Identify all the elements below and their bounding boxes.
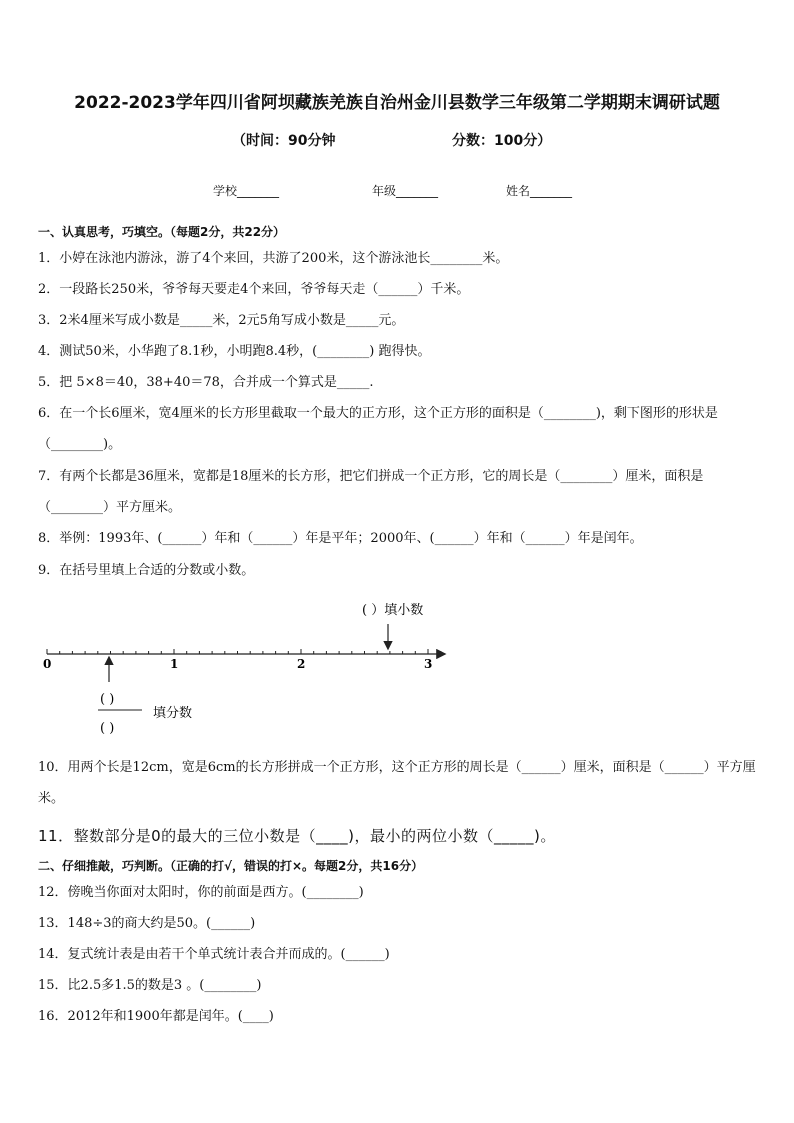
question-12: 12．傍晚当你面对太阳时，你的前面是西方。(________) [38,885,364,900]
question-16: 16．2012年和1900年都是闰年。(____) [38,1009,274,1024]
section2-heading: 二、仔细推敲，巧判断。（正确的打√，错误的打×。每题2分，共16分） [38,859,424,873]
tick-label-3: 3 [424,657,433,671]
question-7: 7．有两个长都是36厘米，宽都是18厘米的长方形，把它们拼成一个正方形，它的周长是（________）厘米，面积是（________）平方厘米。 [38,469,704,515]
tick-label-1: 1 [170,657,179,671]
question-3: 3．2米4厘米写成小数是_____米，2元5角写成小数是_____元。 [38,313,405,328]
exam-time: （时间：90分钟 [232,133,336,149]
question-5: 5．把 5×8＝40，38+40＝78，合并成一个算式是_____. [38,375,374,390]
question-6: 6．在一个长6厘米，宽4厘米的长方形里截取一个最大的正方形，这个正方形的面积是（________)，剩下图形的形状是（________)。 [38,406,718,452]
question-2: 2．一段路长250米，爷爷每天要走4个来回，爷爷每天走（______）千米。 [38,282,470,297]
fraction-denominator: ( ) [100,721,115,736]
fraction-numerator: ( ) [100,692,115,707]
tick-label-2: 2 [297,657,306,671]
question-4: 4．测试50米，小华跑了8.1秒，小明跑8.4秒，(________) 跑得快。 [38,344,431,359]
school-field: 学校_______ [213,184,280,198]
tick-label-0: 0 [43,657,52,671]
question-9: 9．在括号里填上合适的分数或小数。 [38,563,255,578]
question-10: 10．用两个长是12cm，宽是6cm的长方形拼成一个正方形，这个正方形的周长是（______）厘米，面积是（______）平方厘米。 [38,760,756,806]
exam-score: 分数：100分） [452,133,552,149]
section1-heading: 一、认真思考，巧填空。（每题2分，共22分） [38,225,286,239]
number-line-figure [0,590,794,750]
decimal-answer-label: ( ）填小数 [362,603,424,618]
exam-title: 2022-2023学年四川省阿坝藏族羌族自治州金川县数学三年级第二学期期末调研试题 [74,93,720,113]
number-line-ticks [47,649,441,654]
question-1: 1．小婷在泳池内游泳，游了4个来回，共游了200米，这个游泳池长________米。 [38,251,509,266]
grade-field: 年级_______ [372,184,439,198]
question-14: 14．复式统计表是由若干个单式统计表合并而成的。(______) [38,947,390,962]
fraction-answer-label: 填分数 [153,706,193,721]
question-13: 13．148÷3的商大约是50。(______) [38,916,256,931]
question-8: 8．举例：1993年、(______）年和（______）年是平年；2000年、(______）年和（______）年是闰年。 [38,531,643,546]
name-field: 姓名_______ [506,184,573,198]
question-15: 15．比2.5多1.5的数是3 。(________) [38,978,262,993]
question-11: 11．整数部分是0的最大的三位小数是（____)，最小的两位小数（_____)。 [38,827,556,845]
